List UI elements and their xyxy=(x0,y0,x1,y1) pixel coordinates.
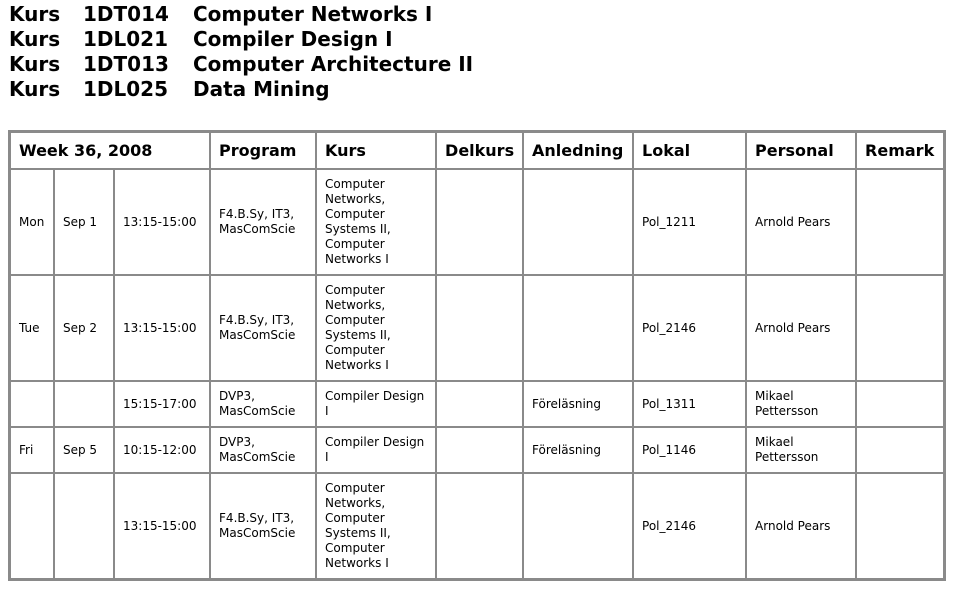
cell-delkurs xyxy=(436,275,523,381)
cell-program: F4.B.Sy, IT3, MasComScie xyxy=(210,169,316,275)
cell-date xyxy=(54,381,114,427)
course-code: 1DL025 xyxy=(83,76,169,101)
cell-program: F4.B.Sy, IT3, MasComScie xyxy=(210,275,316,381)
header-program: Program xyxy=(210,132,316,169)
cell-time: 15:15-17:00 xyxy=(114,381,210,427)
cell-time: 13:15-15:00 xyxy=(114,275,210,381)
cell-day: Mon xyxy=(10,169,54,275)
cell-day xyxy=(10,473,54,579)
cell-day xyxy=(10,381,54,427)
cell-day: Fri xyxy=(10,427,54,473)
cell-kurs: Compiler Design I xyxy=(316,381,436,427)
course-name: Computer Networks I xyxy=(193,1,433,26)
course-prefix: Kurs xyxy=(9,76,61,101)
course-prefix: Kurs xyxy=(9,1,61,26)
course-name: Computer Architecture II xyxy=(193,51,474,76)
header-delkurs: Delkurs xyxy=(436,132,523,169)
cell-time: 13:15-15:00 xyxy=(114,169,210,275)
course-code: 1DT013 xyxy=(83,51,169,76)
cell-date: Sep 2 xyxy=(54,275,114,381)
table-row xyxy=(10,169,944,275)
table-header-row xyxy=(10,132,944,169)
cell-kurs: Computer Networks, Computer Systems II, Computer Networks I xyxy=(316,275,436,381)
course-code: 1DL021 xyxy=(83,26,169,51)
cell-time: 13:15-15:00 xyxy=(114,473,210,579)
header-week: Week 36, 2008 xyxy=(10,132,210,169)
cell-lokal: Pol_2146 xyxy=(633,275,746,381)
cell-delkurs xyxy=(436,169,523,275)
course-prefix: Kurs xyxy=(9,26,61,51)
cell-kurs: Computer Networks, Computer Systems II, Computer Networks I xyxy=(316,169,436,275)
table-row xyxy=(10,381,944,427)
cell-delkurs xyxy=(436,473,523,579)
cell-remark xyxy=(856,381,944,427)
course-name: Compiler Design I xyxy=(193,26,393,51)
course-list xyxy=(9,1,473,101)
cell-personal: Mikael Pettersson xyxy=(746,381,856,427)
course-heading xyxy=(9,76,473,101)
cell-anledning: Föreläsning xyxy=(523,427,633,473)
cell-delkurs xyxy=(436,427,523,473)
table-row xyxy=(10,427,944,473)
course-name: Data Mining xyxy=(193,76,330,101)
table-row xyxy=(10,473,944,579)
cell-date: Sep 1 xyxy=(54,169,114,275)
cell-kurs: Computer Networks, Computer Systems II, Computer Networks I xyxy=(316,473,436,579)
course-heading xyxy=(9,51,473,76)
cell-personal: Mikael Pettersson xyxy=(746,427,856,473)
header-kurs: Kurs xyxy=(316,132,436,169)
cell-date xyxy=(54,473,114,579)
cell-lokal: Pol_1211 xyxy=(633,169,746,275)
course-heading xyxy=(9,1,473,26)
cell-remark xyxy=(856,427,944,473)
course-heading xyxy=(9,26,473,51)
table-row xyxy=(10,275,944,381)
cell-anledning xyxy=(523,275,633,381)
header-lokal: Lokal xyxy=(633,132,746,169)
cell-personal: Arnold Pears xyxy=(746,473,856,579)
cell-lokal: Pol_2146 xyxy=(633,473,746,579)
cell-lokal: Pol_1146 xyxy=(633,427,746,473)
cell-anledning: Föreläsning xyxy=(523,381,633,427)
cell-personal: Arnold Pears xyxy=(746,275,856,381)
course-code: 1DT014 xyxy=(83,1,169,26)
schedule-table xyxy=(8,130,946,581)
cell-personal: Arnold Pears xyxy=(746,169,856,275)
cell-remark xyxy=(856,473,944,579)
cell-program: DVP3, MasComScie xyxy=(210,427,316,473)
header-anledning: Anledning xyxy=(523,132,633,169)
cell-anledning xyxy=(523,473,633,579)
cell-day: Tue xyxy=(10,275,54,381)
header-remark: Remark xyxy=(856,132,944,169)
cell-time: 10:15-12:00 xyxy=(114,427,210,473)
cell-lokal: Pol_1311 xyxy=(633,381,746,427)
cell-remark xyxy=(856,275,944,381)
cell-kurs: Compiler Design I xyxy=(316,427,436,473)
course-prefix: Kurs xyxy=(9,51,61,76)
cell-date: Sep 5 xyxy=(54,427,114,473)
cell-remark xyxy=(856,169,944,275)
cell-program: DVP3, MasComScie xyxy=(210,381,316,427)
header-personal: Personal xyxy=(746,132,856,169)
cell-program: F4.B.Sy, IT3, MasComScie xyxy=(210,473,316,579)
cell-delkurs xyxy=(436,381,523,427)
cell-anledning xyxy=(523,169,633,275)
